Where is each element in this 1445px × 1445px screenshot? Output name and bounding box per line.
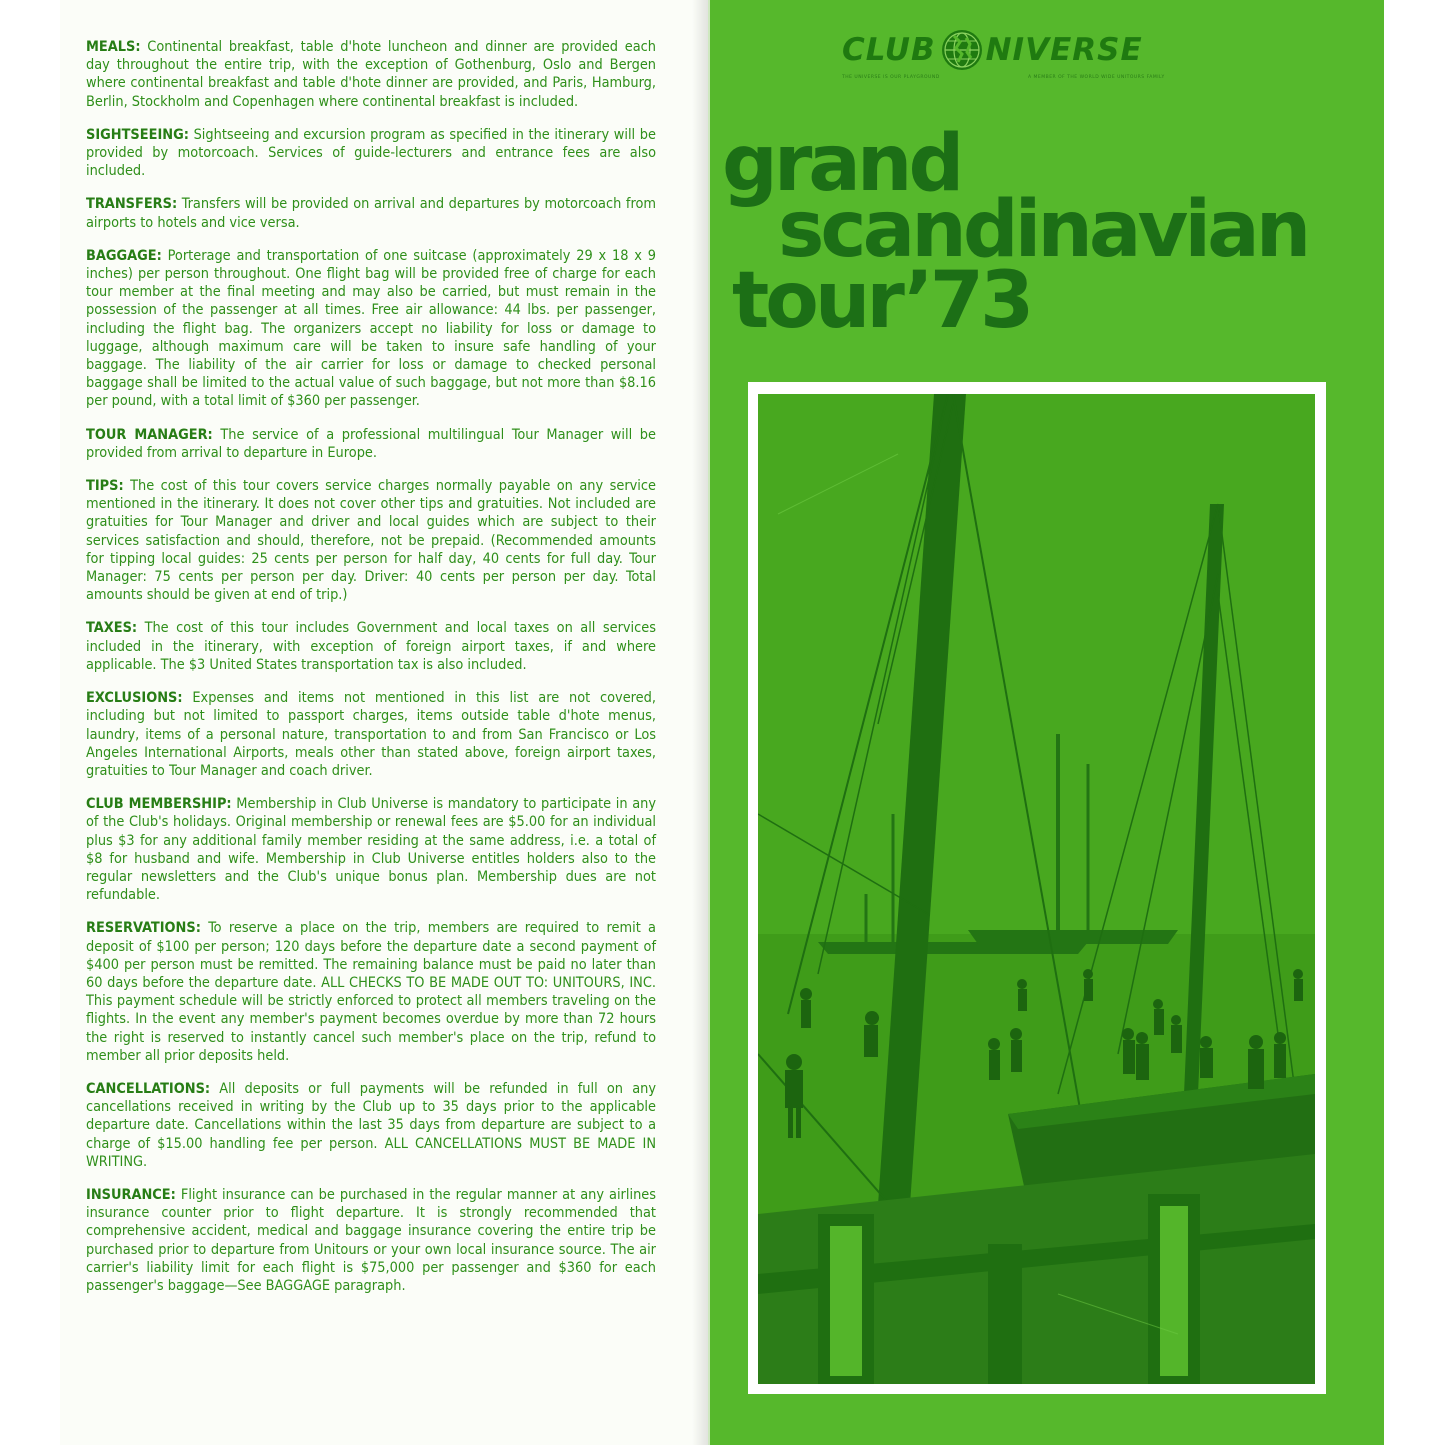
brand-universe-text: NIVERSE xyxy=(985,32,1143,68)
sightseeing-text: Sightseeing and excursion program as specified in the itinerary will be provided by motorcoach. Services of guide-lecturers and entrance fees are also included. xyxy=(86,126,656,180)
baggage-text: Porterage and transportation of one suitcase (approximately 29 x 18 x 9 inches) per person throughout. One flight bag will be provided free of charge for each tour member at the final meeting and may also be carried, but must remain in the possession of the passenger at all times. Free air allowance: 44 lbs. per passenger, including the flight bag. The organizers accept no liability for loss or damage to luggage, although maximum care will be taken to insure safe handling of your baggage. The liability of the air carrier for loss or damage to checked personal baggage shall be limited to the actual value of such baggage, but not more than $8.16 per pound, with a total limit of $360 per passenger. xyxy=(86,247,656,410)
tips-paragraph xyxy=(86,477,656,604)
insurance-text: Flight insurance can be purchased in the regular manner at any airlines insurance counter prior to flight departure. It is strongly recommended that comprehensive accident, medical and baggage insurance covering the entire trip be purchased prior to departure from Unitours or your own local insurance source. The air carrier's liability limit for each flight is $75,000 per passenger and $360 for each passenger's baggage—See BAGGAGE paragraph. xyxy=(86,1186,656,1294)
title-line-tour-73: tour’73 xyxy=(732,256,1031,346)
brand-tagline-left: THE UNIVERSE IS OUR PLAYGROUND xyxy=(842,75,940,80)
club-membership-paragraph xyxy=(86,795,656,904)
reservations-paragraph xyxy=(86,919,656,1065)
meals-text: Continental breakfast, table d'hote luncheon and dinner are provided each day throughout the entire trip, with the exception of Gothenburg, Oslo and Bergen where continental breakfast and table d'hote dinner are provided, and Paris, Hamburg, Berlin, Stockholm and Copenhagen where continental breakfast is included. xyxy=(86,39,656,110)
tour-manager-text: The service of a professional multilingual Tour Manager will be provided from arrival to departure in Europe. xyxy=(86,426,656,461)
tips-heading: TIPS: xyxy=(86,478,124,495)
title-line-grand: grand xyxy=(722,119,961,209)
sightseeing-heading: SIGHTSEEING: xyxy=(86,126,189,143)
transfers-heading: TRANSFERS: xyxy=(86,196,178,213)
harbor-scene-svg xyxy=(758,394,1315,1384)
cancellations-paragraph xyxy=(86,1080,656,1171)
club-membership-heading: CLUB MEMBERSHIP: xyxy=(86,796,232,813)
cancellations-text: All deposits or full payments will be refunded in full on any cancellations received in writing by the Club up to 35 days prior to the applicable departure date. Cancellations within the last 35 days from departure are subject to a charge of $15.00 handling fee per person. ALL CANCELLATIONS MUST BE MADE IN WRITING. xyxy=(86,1080,656,1170)
brand-wordmark xyxy=(842,28,1232,72)
title-line-scandinavian: scandinavian xyxy=(778,185,1308,275)
brand-club-text: CLUB xyxy=(842,32,936,68)
tips-text: The cost of this tour covers service charges normally payable on any service mentioned in the itinerary. It does not cover other tips and gratuities. Not included are gratuities for Tour Manager and driver and local guides which are subject to their services satisfaction and should, therefore, not be prepaid. (Recommended amounts for tipping local guides: 25 cents per person for half day, 40 cents for full day. Tour Manager: 75 cents per person per day. Driver: 40 cents per person per day. Total amounts should be given at end of trip.) xyxy=(86,478,656,604)
terms-text-column xyxy=(86,38,656,1295)
baggage-paragraph xyxy=(86,247,656,411)
meals-paragraph xyxy=(86,38,656,111)
harbor-sailboats-illustration xyxy=(758,394,1315,1384)
reservations-heading: RESERVATIONS: xyxy=(86,920,201,937)
insurance-paragraph xyxy=(86,1186,656,1295)
exclusions-paragraph xyxy=(86,689,656,780)
club-membership-text: Membership in Club Universe is mandatory to participate in any of the Club's holidays. Original membership or renewal fees are $5.00 for an individual plus $3 for any additional family member residing at the same address, i.e. a total of $8 for husband and wife. Membership in Club Universe entitles holders also to the regular newsletters and the Club's unique bonus plan. Membership dues are not refundable. xyxy=(86,796,656,904)
globe-icon xyxy=(940,28,984,72)
brand-tagline-right: A MEMBER OF THE WORLD WIDE UNITOURS FAMILY xyxy=(1028,75,1165,80)
exclusions-heading: EXCLUSIONS: xyxy=(86,690,183,707)
sightseeing-paragraph xyxy=(86,126,656,181)
meals-heading: MEALS: xyxy=(86,39,141,55)
exclusions-text: Expenses and items not mentioned in this list are not covered, including but not limited to passport charges, items outside table d'hote menus, laundry, items of a personal nature, transportation to and from San Francisco or Los Angeles International Airports, meals other than stated above, foreign airport taxes, gratuities to Tour Manager and coach driver. xyxy=(86,690,656,779)
transfers-paragraph xyxy=(86,195,656,231)
transfers-text: Transfers will be provided on arrival and departures by motorcoach from airports to hotels and vice versa. xyxy=(86,196,656,231)
tour-manager-heading: TOUR MANAGER: xyxy=(86,426,213,443)
reservations-text: To reserve a place on the trip, members are required to remit a deposit of $100 per person; 120 days before the departure date a second payment of $400 per person must be remitted. The remaining balance must be paid no later than 60 days before the departure date. ALL CHECKS TO BE MADE OUT TO: UNITOURS, INC. This payment schedule will be strictly enforced to protect all members traveling on the flights. In the event any member's payment becomes overdue by more than 72 hours the right is reserved to instantly cancel such member's place on the trip, refund to member all prior deposits held. xyxy=(86,920,656,1064)
baggage-heading: BAGGAGE: xyxy=(86,247,162,264)
page-fold-shadow xyxy=(692,0,708,1445)
taxes-text: The cost of this tour includes Government and local taxes on all services included in the itinerary, with exception of foreign airport taxes, if and where applicable. The $3 United States transportation tax is also included. xyxy=(86,620,656,673)
cancellations-heading: CANCELLATIONS: xyxy=(86,1080,211,1097)
tour-manager-paragraph xyxy=(86,426,656,462)
taxes-heading: TAXES: xyxy=(86,620,138,637)
background-margin xyxy=(1384,0,1445,1445)
club-universe-logo xyxy=(842,24,1232,86)
taxes-paragraph xyxy=(86,619,656,674)
insurance-heading: INSURANCE: xyxy=(86,1186,176,1203)
